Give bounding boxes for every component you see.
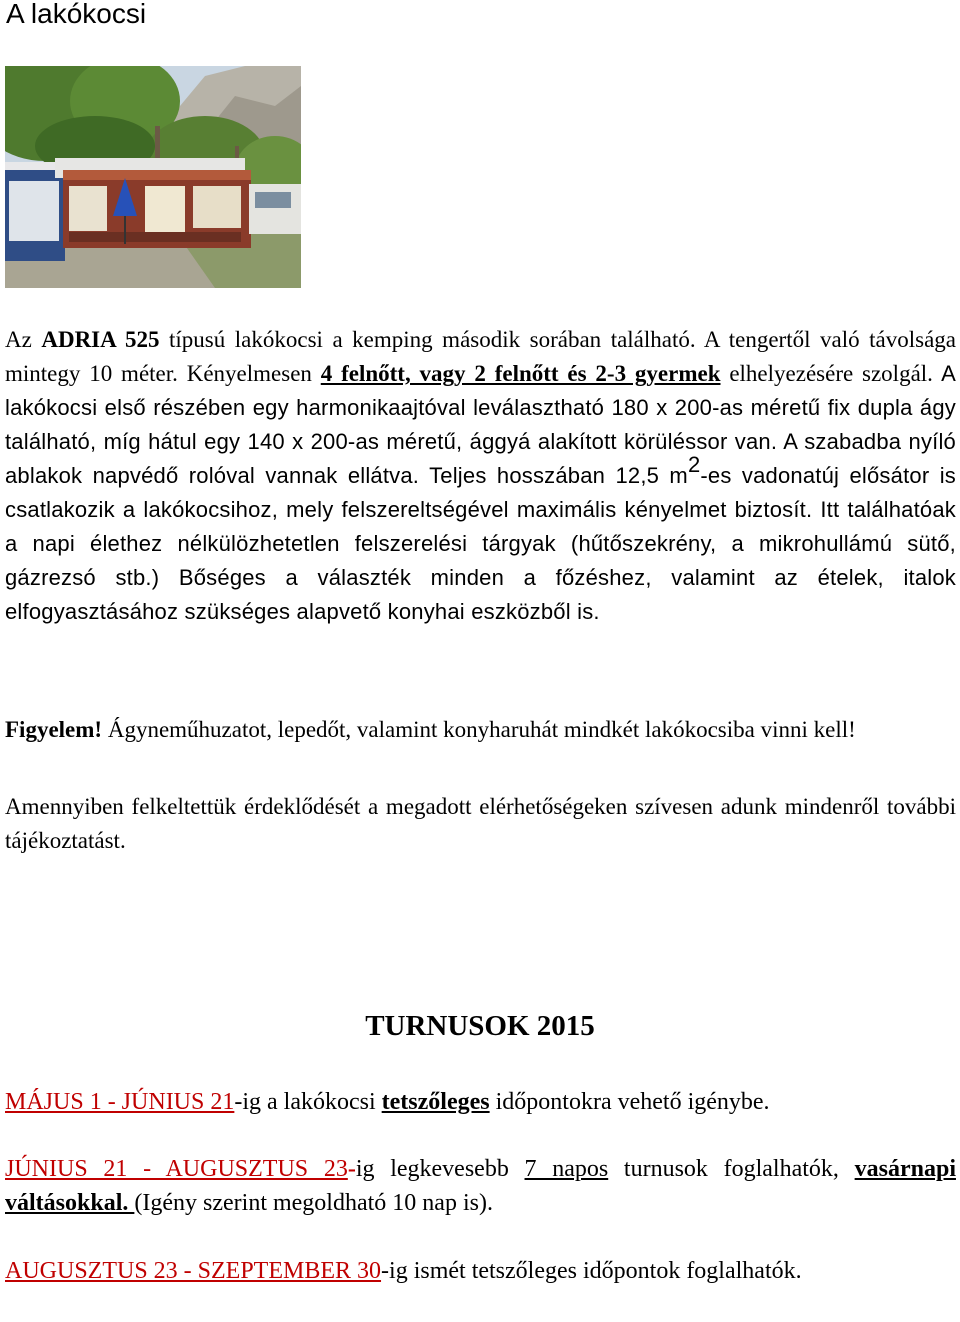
turnus-text-3a: -ig ismét tetszőleges időpontok foglalhatók. <box>381 1258 802 1284</box>
turnus-row-1 <box>5 1085 956 1119</box>
turnus-period-3: AUGUSZTUS 23 - SZEPTEMBER 30 <box>5 1258 382 1284</box>
turnus-text-2c: turnusok foglalhatók, <box>608 1156 855 1182</box>
intro-s2b: -es vadonatúj elősátor is csatlakozik a lakókocsihoz, mely felszereltségével maximális kényelmet biztosít. Itt találhatóak a napi élethez nélkülözhetetlen felszerelési tárgyak (hűtőszekrény, a mikrohullámú sütő, gázrezsó stb.) Bőséges a választék minden a főzéshez, valamint az ételek, italok elfogyasztásához szükséges alapvető konyhai eszközből is. <box>5 463 956 624</box>
turnus-row-3 <box>5 1254 956 1288</box>
intro-s1c: típusú lakókocsi a kemping második sorában található. A tengertől való távolsága mintegy 10 méter. Kényelmesen <box>5 327 956 386</box>
turnus-text-1a: -ig a lakókocsi <box>234 1089 382 1115</box>
warning-label: Figyelem! <box>5 717 103 742</box>
intro-s1e: elhelyezésére szolgál. <box>720 361 933 386</box>
turnus-text-2b: 7 napos <box>524 1156 609 1182</box>
page-title: A lakókocsi <box>6 0 147 29</box>
capacity-highlight: 4 felnőtt, vagy 2 felnőtt és 2-3 gyermek <box>320 361 721 386</box>
turnus-text-1b: tetszőleges <box>381 1089 490 1115</box>
turnus-text-2a: ig legkevesebb <box>355 1156 525 1182</box>
contact-paragraph: Amennyiben felkeltettük érdeklődését a megadott elérhetőségeken szívesen adunk mindenről további tájékoztatást. <box>5 794 956 853</box>
caravan-photo <box>5 66 301 288</box>
turnus-heading: TURNUSOK 2015 <box>365 1010 595 1042</box>
caravan-model: ADRIA 525 <box>41 327 160 352</box>
turnus-text-1c: időpontokra vehető igénybe. <box>489 1089 770 1115</box>
turnus-text-2d: vasárnapi váltásokkal. <box>5 1156 956 1216</box>
square-superscript: 2 <box>687 452 701 478</box>
intro-paragraph <box>5 323 956 629</box>
warning-paragraph <box>5 713 956 747</box>
turnus-period-1: MÁJUS 1 - JÚNIUS 21 <box>5 1089 235 1115</box>
intro-s2a: A lakókocsi első részében egy harmonikaajtóval leválasztható 180 x 200-as méretű fix dupla ágy található, míg hátul egy 140 x 200-as méretű, ággyá alakított körüléssor van. A szabadba nyíló ablakok napvédő rolóval vannak ellátva. Teljes hosszában 12,5 m <box>5 361 956 488</box>
turnus-period-2: JÚNIUS 21 - AUGUSZTUS 23 <box>5 1156 348 1182</box>
turnus-text-2e: (Igény szerint megoldható 10 nap is). <box>134 1190 493 1216</box>
turnus-dash-2: - <box>347 1156 356 1182</box>
warning-text: Ágyneműhuzatot, lepedőt, valamint konyharuhát mindkét lakókocsiba vinni kell! <box>102 717 856 742</box>
intro-s1a: Az <box>5 327 42 352</box>
turnus-row-2 <box>5 1152 956 1220</box>
